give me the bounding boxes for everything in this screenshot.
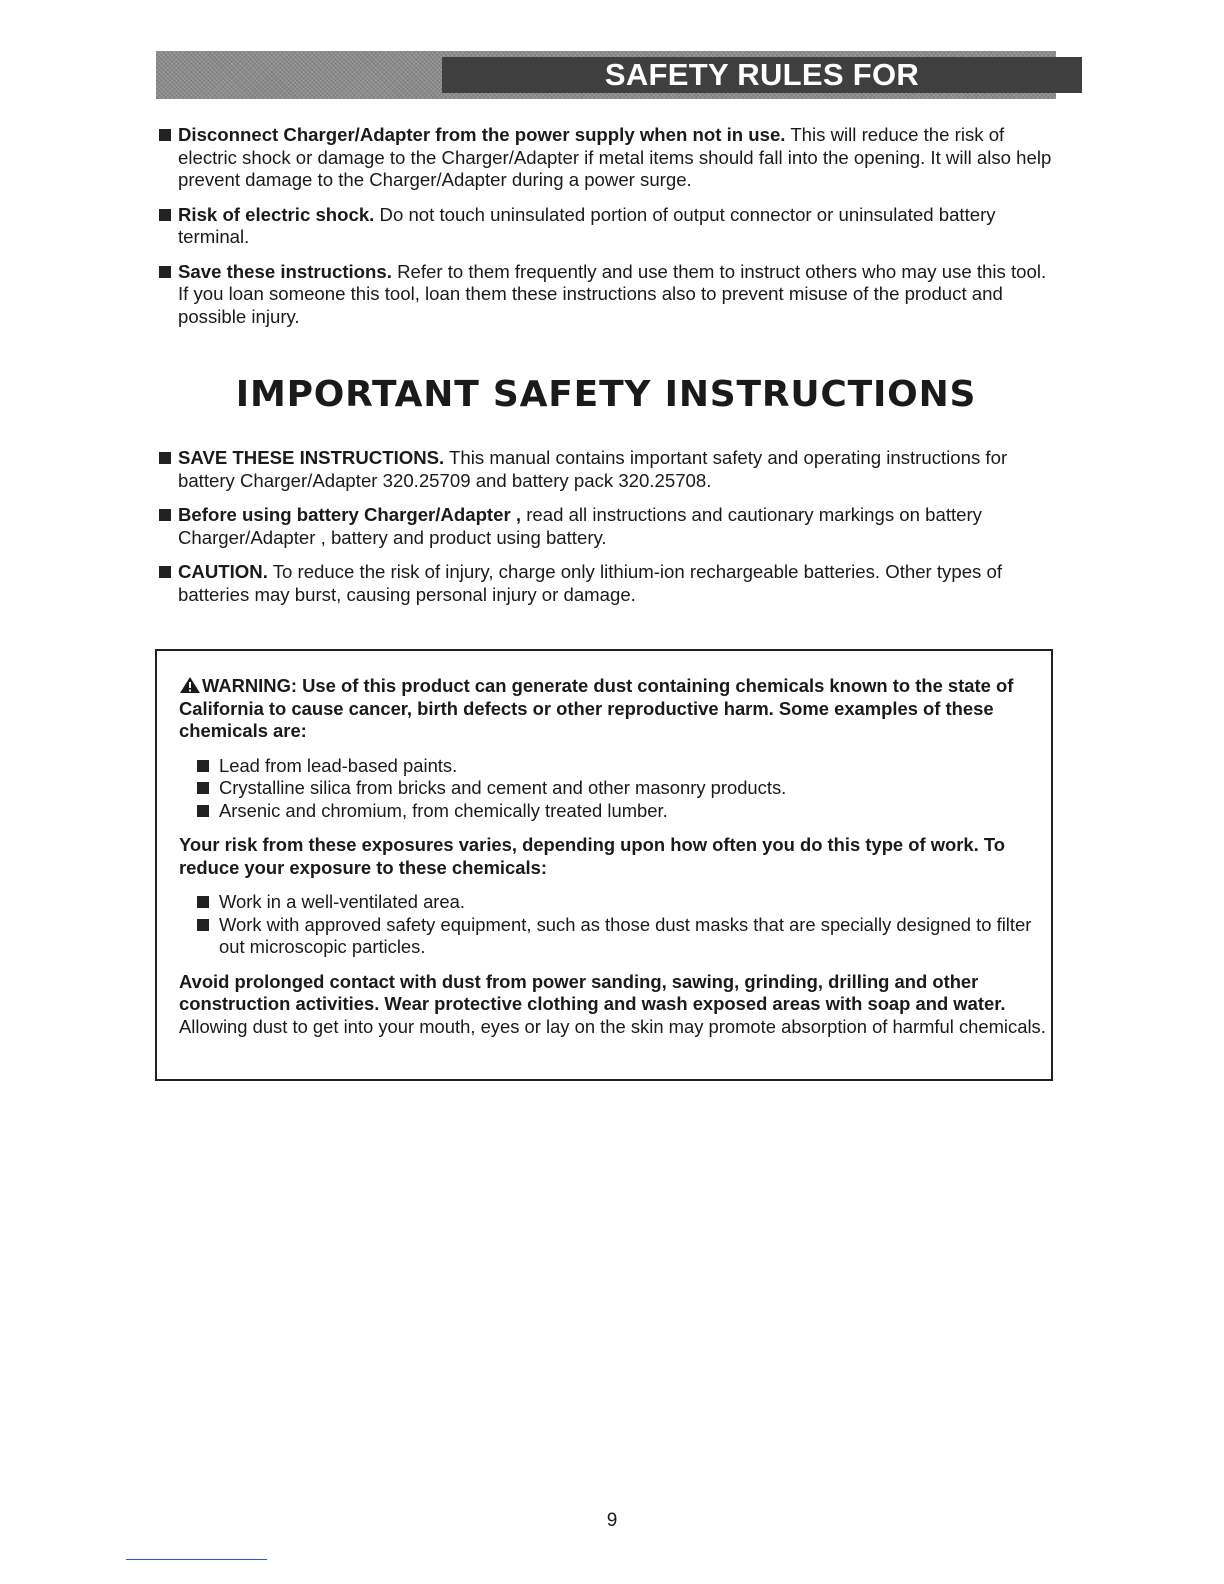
chemicals-list [179, 755, 1049, 823]
list-item: CAUTION. To reduce the risk of injury, charge only lithium-ion rechargeable batteries. Other types of batteries may burst, causing personal injury or damage. [158, 561, 1058, 606]
list-item: SAVE THESE INSTRUCTIONS. This manual contains important safety and operating instructions for battery Charger/Adapter 320.25709 and battery pack 320.25708. [158, 447, 1058, 492]
title-banner [156, 51, 1056, 128]
square-bullet-icon [159, 209, 171, 221]
warning-box [155, 649, 1053, 1081]
square-bullet-icon [159, 566, 171, 578]
square-bullet-icon [197, 896, 209, 908]
square-bullet-icon [197, 782, 209, 794]
square-bullet-icon [197, 760, 209, 772]
list-item: Crystalline silica from bricks and cement and other masonry products. [197, 777, 1049, 800]
square-bullet-icon [197, 919, 209, 931]
banner-title: SAFETY RULES FOR CHARGER/ADAPTER [442, 57, 1082, 93]
list-item: Lead from lead-based paints. [197, 755, 1049, 778]
section-heading: IMPORTANT SAFETY INSTRUCTIONS [235, 374, 977, 415]
warning-content [179, 675, 1049, 1050]
list-item: Before using battery Charger/Adapter , read all instructions and cautionary markings on battery Charger/Adapter , battery and product using battery. [158, 504, 1058, 549]
square-bullet-icon [159, 509, 171, 521]
list-item: Risk of electric shock. Do not touch uninsulated portion of output connector or uninsulated battery terminal. [158, 204, 1058, 249]
list-item: Arsenic and chromium, from chemically treated lumber. [197, 800, 1049, 823]
square-bullet-icon [159, 266, 171, 278]
footer-divider [126, 1559, 267, 1560]
charger-rules-list [158, 124, 1058, 340]
avoid-statement: Avoid prolonged contact with dust from power sanding, sawing, grinding, drilling and other construction activities. Wear protective clothing and wash exposed areas with soap and water. Allowing dust to get into your mouth, eyes or lay on the skin may promote absorption of harmful chemicals. [179, 970, 1046, 1037]
page-number: 9 [606, 1510, 618, 1531]
list-item: Work with approved safety equipment, such as those dust masks that are specially designed to filter out microscopic particles. [197, 914, 1049, 959]
warning-triangle-icon [179, 676, 201, 694]
measures-list [179, 891, 1049, 959]
instructions-list [158, 447, 1058, 618]
square-bullet-icon [159, 129, 171, 141]
warning-label: WARNING: [202, 675, 298, 696]
square-bullet-icon [159, 452, 171, 464]
square-bullet-icon [197, 805, 209, 817]
list-item: Disconnect Charger/Adapter from the power supply when not in use. This will reduce the risk of electric shock or damage to the Charger/Adapter if metal items should fall into the opening. It will also help prevent damage to the Charger/Adapter during a power surge. [158, 124, 1058, 192]
list-item: Save these instructions. Refer to them frequently and use them to instruct others who may use this tool. If you loan someone this tool, loan them these instructions also to prevent misuse of the product and possible injury. [158, 261, 1058, 329]
risk-statement: Your risk from these exposures varies, depending upon how often you do this type of work. To reduce your exposure to these chemicals: [179, 834, 1005, 878]
list-item: Work in a well-ventilated area. [197, 891, 1049, 914]
warning-intro: WARNING: Use of this product can generate dust containing chemicals known to the state of California to cause cancer, birth defects or other reproductive harm. Some examples of these chemicals are: [179, 675, 1014, 741]
